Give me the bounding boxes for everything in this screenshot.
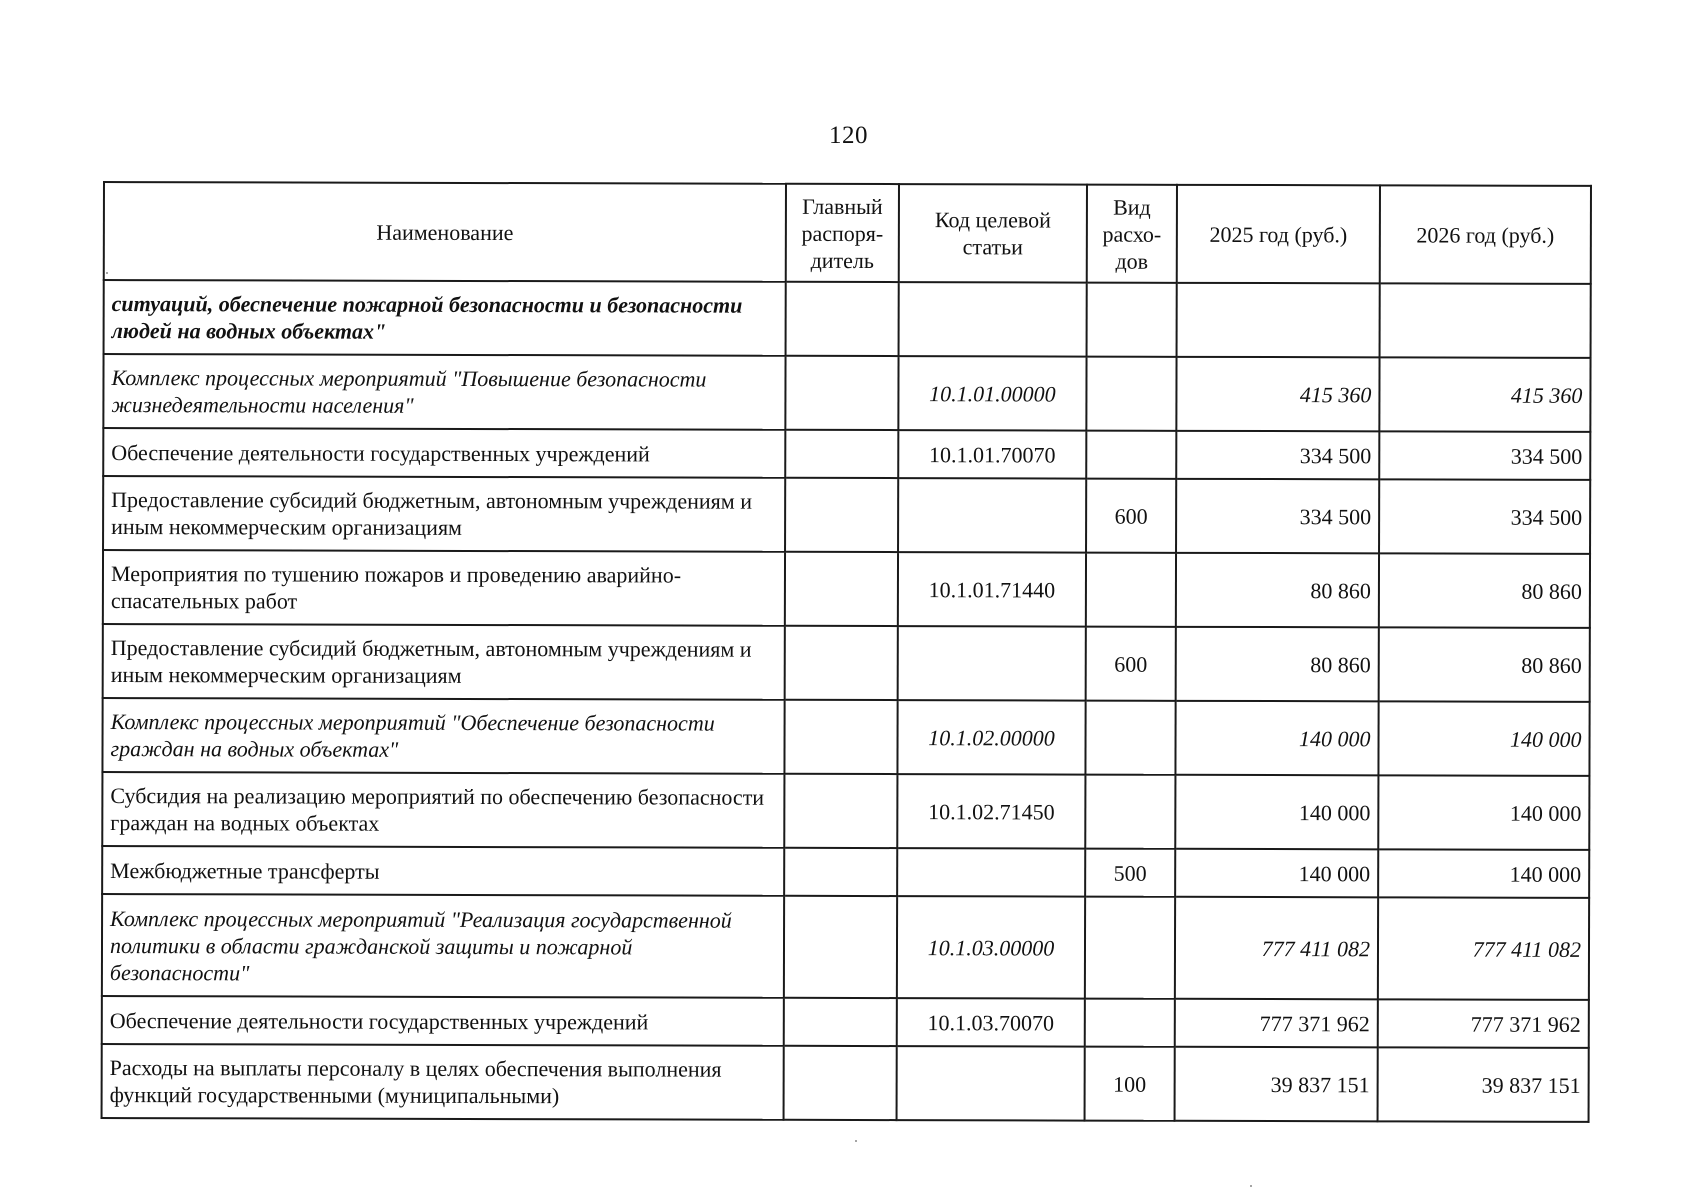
header-year-2025: 2025 год (руб.) bbox=[1177, 185, 1380, 284]
row-type bbox=[1085, 897, 1175, 999]
row-code: 10.1.01.70070 bbox=[898, 430, 1086, 478]
table-row bbox=[102, 846, 1589, 898]
row-chief-admin bbox=[784, 1046, 897, 1120]
row-code: 10.1.02.71450 bbox=[897, 774, 1085, 848]
row-code: 10.1.02.00000 bbox=[897, 700, 1085, 774]
budget-table bbox=[101, 181, 1592, 1123]
row-name: Комплекс процессных мероприятий "Повышение безопасности жизнедеятельности населения" bbox=[103, 354, 785, 430]
row-2025: 777 411 082 bbox=[1175, 897, 1378, 1000]
row-chief-admin bbox=[784, 700, 897, 774]
scan-speck bbox=[106, 272, 108, 274]
row-type bbox=[1085, 775, 1175, 849]
row-code: 10.1.01.71440 bbox=[898, 552, 1086, 626]
row-2025: 415 360 bbox=[1176, 357, 1379, 432]
header-chief-admin: Главный распоря-дитель bbox=[786, 184, 899, 282]
table-header bbox=[104, 182, 1591, 284]
table-row bbox=[103, 550, 1590, 628]
row-name: Обеспечение деятельности государственных учреждений bbox=[103, 428, 785, 478]
row-2026: 140 000 bbox=[1378, 849, 1589, 898]
header-target-code: Код целевой статьи bbox=[899, 184, 1087, 282]
row-code bbox=[898, 478, 1086, 552]
row-type bbox=[1086, 357, 1176, 431]
row-code bbox=[899, 282, 1087, 356]
row-name: ситуаций, обеспечение пожарной безопасности и безопасности людей на водных объектах" bbox=[104, 280, 786, 356]
row-code bbox=[897, 1046, 1085, 1120]
row-chief-admin bbox=[786, 282, 899, 356]
row-2026 bbox=[1380, 283, 1591, 358]
row-2025: 334 500 bbox=[1176, 431, 1379, 480]
row-type: 100 bbox=[1085, 1047, 1175, 1121]
scan-speck bbox=[855, 1140, 857, 1142]
row-2025 bbox=[1177, 283, 1380, 358]
row-type bbox=[1086, 553, 1176, 627]
table-row bbox=[102, 698, 1589, 776]
header-expense-type: Вид расхо-дов bbox=[1087, 185, 1177, 283]
page-number: 120 bbox=[829, 122, 868, 149]
row-name: Комплекс процессных мероприятий "Обеспечение безопасности граждан на водных объектах" bbox=[102, 698, 784, 774]
row-name: Субсидия на реализацию мероприятий по обеспечению безопасности граждан на водных объектах bbox=[102, 772, 784, 848]
row-type: 600 bbox=[1086, 479, 1176, 553]
row-chief-admin bbox=[785, 478, 898, 552]
row-2026: 415 360 bbox=[1379, 357, 1590, 432]
row-2026: 334 500 bbox=[1379, 479, 1590, 554]
row-2026: 140 000 bbox=[1378, 775, 1589, 850]
row-code: 10.1.03.70070 bbox=[897, 998, 1085, 1046]
row-name: Межбюджетные трансферты bbox=[102, 846, 784, 896]
row-2026: 777 411 082 bbox=[1378, 897, 1589, 1000]
row-2025: 140 000 bbox=[1175, 775, 1378, 850]
row-chief-admin bbox=[785, 552, 898, 626]
row-2026: 39 837 151 bbox=[1378, 1047, 1589, 1122]
row-2026: 80 860 bbox=[1379, 553, 1590, 628]
table-row bbox=[104, 280, 1591, 358]
row-name: Предоставление субсидий бюджетным, автономным учреждениям и иным некоммерческим организациям bbox=[103, 624, 785, 700]
row-2026: 777 371 962 bbox=[1378, 999, 1589, 1048]
row-type bbox=[1085, 999, 1175, 1047]
header-name: Наименование bbox=[104, 182, 786, 282]
row-name: Мероприятия по тушению пожаров и проведению аварийно-спасательных работ bbox=[103, 550, 785, 626]
row-name: Расходы на выплаты персоналу в целях обеспечения выполнения функций государственными (муниципальными) bbox=[102, 1044, 784, 1120]
row-type bbox=[1085, 701, 1175, 775]
row-2026: 80 860 bbox=[1379, 627, 1590, 702]
row-type: 500 bbox=[1085, 849, 1175, 897]
table-row bbox=[103, 476, 1590, 554]
row-code bbox=[897, 848, 1085, 896]
row-2026: 140 000 bbox=[1378, 701, 1589, 776]
row-chief-admin bbox=[784, 998, 897, 1046]
row-2025: 777 371 962 bbox=[1175, 999, 1378, 1048]
row-2025: 334 500 bbox=[1176, 479, 1379, 554]
row-chief-admin bbox=[785, 356, 898, 430]
row-code: 10.1.01.00000 bbox=[898, 356, 1086, 430]
row-type bbox=[1086, 431, 1176, 479]
header-year-2026: 2026 год (руб.) bbox=[1380, 185, 1591, 284]
table-row bbox=[102, 996, 1589, 1048]
row-chief-admin bbox=[784, 774, 897, 848]
row-type bbox=[1087, 283, 1177, 357]
table-row bbox=[103, 624, 1590, 702]
header-row bbox=[104, 182, 1591, 284]
table-row bbox=[102, 772, 1589, 850]
row-chief-admin bbox=[784, 848, 897, 896]
row-2025: 140 000 bbox=[1175, 701, 1378, 776]
row-type: 600 bbox=[1086, 627, 1176, 701]
row-name: Предоставление субсидий бюджетным, автономным учреждениям и иным некоммерческим организациям bbox=[103, 476, 785, 552]
row-2025: 140 000 bbox=[1175, 849, 1378, 898]
row-2026: 334 500 bbox=[1379, 431, 1590, 480]
row-name: Обеспечение деятельности государственных учреждений bbox=[102, 996, 784, 1046]
row-name: Комплекс процессных мероприятий "Реализация государственной политики в области гражданской защиты и пожарной безопасности" bbox=[102, 894, 784, 998]
row-chief-admin bbox=[785, 626, 898, 700]
scan-speck bbox=[1250, 1185, 1252, 1187]
table-row bbox=[102, 894, 1589, 1000]
table-row bbox=[103, 354, 1590, 432]
row-2025: 80 860 bbox=[1176, 553, 1379, 628]
table-row bbox=[102, 1044, 1589, 1122]
row-code bbox=[898, 626, 1086, 700]
row-2025: 39 837 151 bbox=[1175, 1047, 1378, 1122]
row-chief-admin bbox=[785, 430, 898, 478]
table-body bbox=[102, 280, 1591, 1122]
table-row bbox=[103, 428, 1590, 480]
row-code: 10.1.03.00000 bbox=[897, 896, 1085, 998]
row-chief-admin bbox=[784, 896, 897, 998]
row-2025: 80 860 bbox=[1176, 627, 1379, 702]
